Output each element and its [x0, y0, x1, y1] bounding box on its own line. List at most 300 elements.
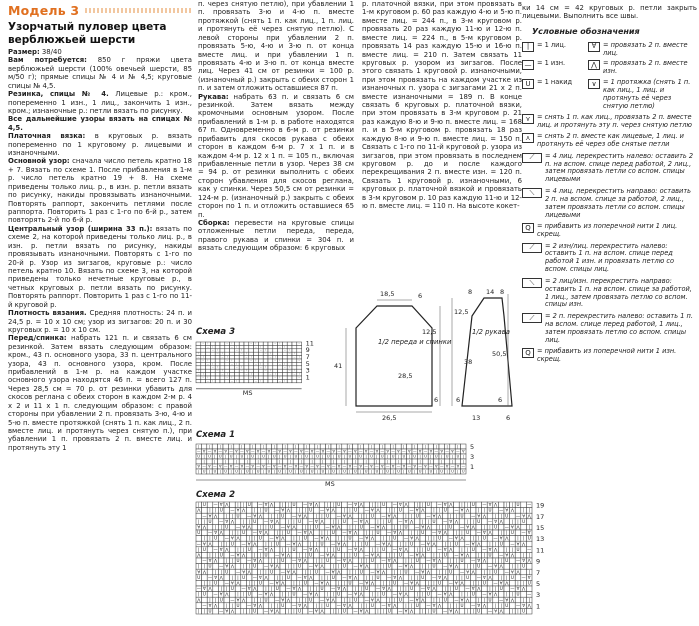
chart-cell — [423, 459, 428, 464]
chart-cell — [358, 459, 363, 464]
chart-symbol: U — [337, 591, 341, 597]
chart-symbol: U — [213, 469, 217, 474]
chart-symbol: ∀ — [283, 464, 287, 469]
chart-symbol: | — [250, 356, 252, 359]
section-heading: Рукава: — [198, 92, 229, 101]
chart-cell — [309, 444, 314, 449]
model-number: Модель 3 — [8, 3, 192, 18]
column-4 — [522, 0, 697, 368]
chart-symbol: — — [426, 558, 431, 564]
spec-text: Средняя плотность: 24 п. и 24,5 р. = 10 х 10 см; узор из зигзагов: 20 п. и 30 круговых р. = 10 х 10 см. — [8, 309, 192, 334]
chart-symbol: — — [213, 464, 217, 469]
chart-symbol: — — [223, 464, 228, 469]
chart-symbol: — — [264, 353, 267, 356]
chart-cell — [412, 459, 417, 464]
dim-front-width: 26,5 — [382, 414, 397, 422]
chart-symbol: — — [459, 569, 465, 575]
chart-cell — [396, 444, 401, 449]
chart-symbol: ∀ — [516, 586, 520, 592]
chart-symbol: U — [482, 535, 486, 541]
chart-symbol: — — [364, 597, 369, 603]
chart-symbol: ∀ — [413, 464, 416, 469]
chart-symbol: | — [424, 469, 427, 474]
chart-symbol: — — [398, 518, 403, 524]
chart-cell — [231, 342, 239, 345]
chart-symbol: — — [326, 449, 331, 454]
chart-symbol: ⋀ — [488, 574, 492, 580]
chart-symbol: | — [270, 586, 273, 592]
chart-symbol: | — [405, 586, 407, 592]
chart-symbol: | — [528, 569, 530, 575]
chart-symbol: ∀ — [398, 546, 402, 552]
chart-symbol: U — [202, 469, 206, 474]
row-number: 3 — [536, 591, 541, 600]
chart-symbol: — — [387, 574, 392, 580]
legend-title: Условные обозначения — [532, 26, 640, 36]
chart-symbol: ⋀ — [359, 591, 363, 597]
legend-item — [522, 313, 697, 345]
chart-symbol: | — [438, 552, 441, 558]
chart-symbol: — — [303, 502, 308, 508]
chart-symbol: ⋀ — [213, 558, 218, 564]
chart-cell — [254, 352, 259, 355]
chart-symbol: ∀ — [314, 563, 318, 569]
chart-cell — [292, 342, 297, 345]
chart-symbol: — — [234, 464, 239, 469]
chart-symbol: ⋀ — [253, 541, 257, 547]
chart-symbol: U — [247, 546, 251, 552]
chart-symbol: ∀ — [387, 513, 391, 519]
chart-symbol: | — [388, 535, 390, 541]
chart-symbol: | — [528, 597, 530, 603]
chart-symbol: | — [293, 580, 295, 586]
chart-symbol: — — [226, 342, 229, 345]
chart-cell — [206, 352, 211, 355]
chart-symbol: | — [394, 597, 396, 603]
chart-symbol: | — [517, 518, 519, 524]
chart-symbol: — — [431, 574, 437, 580]
chart-symbol: | — [370, 444, 373, 449]
chart-cell — [234, 366, 239, 372]
chart-symbol: U — [286, 574, 290, 580]
chart-cell — [245, 444, 250, 449]
chart-symbol: — — [434, 449, 439, 454]
legend-text: = 4 лиц. перекрестить налево: оставить 2 п. на вспом. спице перед работой, 2 лиц., затем провязать петли со вспом. спицы лицевыми — [545, 151, 694, 184]
chart-symbol: | — [349, 444, 351, 449]
chart-cell — [220, 379, 225, 382]
chart-symbol: | — [382, 563, 385, 569]
chart-symbol: ∀ — [309, 591, 313, 597]
chart-symbol: ∀ — [443, 546, 447, 552]
chart-symbol: ∀ — [527, 530, 531, 536]
chart-symbol: | — [282, 502, 284, 508]
chart-symbol: | — [208, 469, 211, 474]
chart-symbol: U — [292, 502, 296, 508]
chart-symbol: | — [327, 444, 329, 449]
chart-symbol: | — [450, 602, 452, 608]
chart-symbol: — — [221, 356, 224, 359]
chart-symbol: U — [387, 608, 391, 614]
chart-cell — [292, 349, 297, 352]
chart-cell — [287, 356, 292, 359]
chart-symbol: | — [349, 552, 351, 558]
chart-cell — [255, 359, 263, 362]
chart-symbol: | — [444, 586, 446, 592]
chart-symbol: ⋀ — [482, 602, 487, 608]
chart-symbol: — — [423, 449, 428, 454]
chart-symbol: | — [366, 574, 368, 580]
chart-symbol: ∀ — [258, 574, 262, 580]
row-number: 17 — [536, 512, 545, 521]
spec-heading: Резинка, спицы № 4. — [8, 90, 109, 99]
chart-symbol: | — [214, 454, 216, 459]
chart-symbol: | — [289, 454, 292, 459]
chart-symbol: U — [310, 469, 314, 474]
chart-symbol: ∀ — [326, 597, 330, 603]
chart-symbol: — — [250, 342, 253, 345]
chart-symbol: ∀ — [314, 518, 318, 524]
chart-symbol: — — [241, 586, 246, 592]
chart-cell — [215, 379, 220, 382]
chart-symbol: | — [260, 380, 262, 383]
chart-symbol: | — [450, 541, 452, 547]
chart-symbol: U — [386, 469, 389, 474]
chart-symbol: ∀ — [438, 530, 442, 536]
chart-cell — [370, 608, 379, 614]
chart-symbol: U — [370, 602, 374, 608]
chart-symbol: | — [444, 569, 446, 575]
chart-cell — [287, 359, 292, 362]
chart-symbol: — — [241, 541, 246, 547]
chart-symbol: | — [293, 563, 295, 569]
chart-symbol: | — [202, 373, 204, 376]
chart-symbol: — — [297, 530, 302, 536]
chart-symbol: — — [471, 602, 476, 608]
chart-symbol: ∀ — [477, 602, 481, 608]
chart-symbol: | — [260, 346, 262, 349]
chart-symbol: | — [433, 580, 435, 586]
chart-symbol: ⋀ — [404, 502, 408, 508]
chart-symbol: ⋀ — [314, 546, 319, 552]
chart-symbol: U — [275, 586, 279, 592]
chart-symbol: U — [370, 454, 373, 459]
chart-symbol: | — [517, 580, 519, 586]
chart-symbol: U — [197, 454, 200, 459]
chart-symbol: ⋀ — [454, 518, 459, 524]
chart-cell — [282, 373, 287, 376]
chart-cell — [196, 345, 201, 348]
chart-symbol: | — [461, 502, 463, 508]
chart-symbol: — — [304, 449, 309, 454]
chart-symbol: | — [241, 444, 243, 449]
chart-symbol: | — [310, 524, 312, 530]
chart-symbol: | — [382, 518, 385, 524]
chart-cell — [223, 444, 228, 449]
chart-symbol: ∀ — [393, 530, 397, 536]
chart-symbol: | — [354, 459, 356, 464]
chart-symbol: ⋀ — [499, 608, 503, 614]
chart-symbol: | — [310, 541, 312, 547]
chart-symbol: U — [309, 507, 313, 513]
chart-symbol: U — [208, 608, 212, 614]
chart-symbol: — — [482, 591, 487, 597]
chart-symbol: | — [225, 459, 227, 464]
chart-symbol: | — [419, 459, 421, 464]
chart-symbol: | — [422, 502, 424, 508]
chart-symbol: | — [451, 454, 454, 459]
chart-symbol: U — [326, 513, 330, 519]
chart-symbol: U — [320, 586, 324, 592]
chart-symbol: ⋀ — [482, 513, 487, 519]
chart-cell — [278, 369, 283, 372]
chart-cell — [450, 444, 455, 449]
chart-symbol: U — [364, 469, 368, 474]
chart-symbol: | — [203, 563, 206, 569]
chart-symbol: | — [466, 518, 469, 524]
spec-heading: Размер: — [8, 48, 40, 56]
chart-symbol: U — [494, 524, 498, 530]
chart-symbol: U — [370, 558, 374, 564]
chart-symbol: | — [343, 507, 346, 513]
chart-symbol: ∀ — [348, 574, 352, 580]
chart-symbol: ∀ — [294, 464, 298, 469]
chart-symbol: — — [264, 370, 267, 373]
chart-cell — [235, 608, 241, 614]
chart-cell — [287, 379, 292, 382]
chart-symbol: | — [279, 359, 281, 362]
chart-symbol: U — [505, 513, 509, 519]
chart-symbol: ⋀ — [225, 502, 229, 508]
chart-symbol: U — [281, 602, 285, 608]
chart-symbol: | — [494, 513, 497, 519]
chart-symbol: ⋀ — [426, 569, 431, 575]
chart-cell — [304, 459, 309, 464]
chart-symbol: — — [294, 449, 298, 454]
chart-symbol: | — [326, 546, 329, 552]
chart-cell — [315, 459, 320, 464]
chart-symbol: — — [293, 373, 296, 376]
chart-symbol: ∀ — [376, 569, 380, 575]
chart-symbol: U — [314, 524, 318, 530]
chart-symbol: U — [466, 530, 470, 536]
chart-symbol: — — [476, 530, 481, 536]
chart-symbol: | — [315, 541, 318, 547]
chart-symbol: — — [219, 608, 224, 614]
chart-symbol: — — [504, 569, 509, 575]
legend-symbol-icon: — — [522, 60, 534, 70]
chart-cell — [206, 356, 211, 359]
chart-symbol: | — [444, 524, 446, 530]
chart-symbol: | — [265, 366, 266, 369]
chart-symbol: — — [272, 449, 277, 454]
chart-symbol: — — [443, 563, 448, 569]
chart-symbol: | — [276, 513, 278, 519]
chart-symbol: — — [392, 591, 397, 597]
chart-symbol: | — [472, 580, 474, 586]
chart-symbol: U — [402, 454, 406, 459]
chart-symbol: — — [279, 380, 281, 383]
chart-symbol: | — [433, 597, 435, 603]
chart-symbol: | — [422, 608, 424, 614]
chart-symbol: | — [231, 359, 233, 362]
chart-symbol: | — [315, 513, 318, 519]
chart-symbol: | — [360, 586, 362, 592]
chart-symbol: ⋀ — [404, 546, 408, 552]
chart-symbol: — — [471, 513, 476, 519]
chart-symbol: | — [506, 591, 508, 597]
legend-symbol-icon: ⋏ — [522, 133, 534, 143]
spec-heading: Платочная вязка: — [8, 132, 86, 141]
chart-cell — [234, 373, 239, 376]
chart-symbol: — — [211, 366, 214, 369]
chart-symbol: U — [225, 569, 229, 575]
chart-symbol: ⋀ — [269, 591, 274, 597]
chart-cell — [342, 444, 347, 449]
chart-cell — [207, 342, 215, 345]
chart-symbol: U — [281, 558, 285, 564]
chart-symbol: — — [398, 563, 403, 569]
chart-symbol: U — [488, 507, 492, 513]
chart-symbol: | — [236, 363, 238, 366]
chart-symbol: | — [399, 541, 402, 547]
chart-symbol: U — [408, 469, 411, 474]
row-number: 1 — [536, 602, 541, 611]
chart-cell — [213, 608, 219, 614]
row-number: 3 — [305, 366, 310, 375]
chart-symbol: ∀ — [393, 574, 397, 580]
chart-symbol: U — [224, 469, 227, 474]
chart-symbol: | — [304, 569, 306, 575]
chart-cell — [263, 359, 268, 362]
chart-cell — [215, 356, 220, 359]
chart-cell — [297, 366, 302, 369]
chart-cell — [220, 366, 225, 369]
chart-cell — [272, 459, 277, 464]
legend-symbol-icon: ⟍ — [522, 188, 542, 198]
chart-symbol: | — [300, 459, 302, 464]
legend-item — [522, 79, 582, 111]
chart-symbol: — — [202, 359, 205, 362]
chart-symbol: | — [293, 535, 295, 541]
chart-cell — [369, 459, 374, 464]
chart-symbol: — — [385, 464, 390, 469]
chart-symbol: ⋀ — [292, 524, 296, 530]
chart-cell — [261, 459, 266, 464]
chart-cell — [268, 356, 273, 362]
chart-cell — [292, 356, 297, 362]
chart-symbol: | — [304, 552, 306, 558]
schema2-title: Схема 2 — [196, 490, 236, 500]
spec-paragraph — [8, 132, 192, 157]
chart-symbol: — — [342, 574, 347, 580]
chart-symbol: | — [203, 454, 205, 459]
chart-symbol: | — [511, 563, 514, 569]
chart-symbol: U — [202, 502, 206, 508]
chart-cell — [239, 379, 244, 382]
chart-symbol: ∀ — [466, 569, 470, 575]
chart-symbol: ⋀ — [331, 507, 335, 513]
chart-cell — [220, 349, 225, 352]
chart-symbol: U — [435, 454, 438, 459]
chart-symbol: | — [494, 602, 497, 608]
chart-cell — [249, 359, 254, 365]
chart-symbol: | — [370, 469, 373, 474]
chart-symbol: ⋀ — [314, 591, 319, 597]
chart-symbol: ⋀ — [258, 513, 263, 519]
chart-symbol: ⋀ — [521, 586, 526, 592]
chart-symbol: ⋀ — [197, 597, 201, 603]
chart-symbol: U — [359, 454, 362, 459]
chart-symbol: ∀ — [445, 464, 449, 469]
chart-symbol: | — [427, 608, 430, 614]
chart-cell — [230, 349, 235, 352]
chart-cell — [258, 366, 263, 372]
finish-text: ки 14 см = 42 круговых р. петли закрыть лицевыми. Выполнить все швы. — [522, 4, 697, 21]
ms-label: MS — [325, 480, 335, 488]
chart-symbol: | — [321, 558, 323, 564]
chart-symbol: U — [505, 602, 509, 608]
chart-symbol: | — [236, 380, 238, 383]
chart-symbol: — — [347, 591, 353, 597]
chart-symbol: U — [283, 454, 287, 459]
chart-symbol: U — [426, 502, 430, 508]
chart-cell — [239, 459, 244, 464]
chart-symbol: | — [209, 507, 211, 513]
chart-symbol: — — [499, 597, 504, 603]
chart-symbol: U — [337, 546, 341, 552]
schema3-title: Схема 3 — [196, 327, 236, 337]
chart-symbol: | — [231, 342, 233, 345]
chart-symbol: | — [259, 524, 262, 530]
chart-symbol: | — [254, 552, 256, 558]
chart-symbol: | — [326, 530, 329, 536]
chart-symbol: U — [471, 591, 475, 597]
chart-symbol: U — [214, 535, 218, 541]
chart-symbol: U — [348, 535, 352, 541]
chart-symbol: | — [255, 359, 257, 362]
chart-symbol: | — [433, 535, 435, 541]
chart-symbol: U — [462, 469, 465, 474]
chart-symbol: — — [202, 342, 205, 345]
legend-item — [522, 243, 697, 275]
chart-symbol: — — [252, 574, 257, 580]
chart-symbol: | — [338, 608, 340, 614]
chart-symbol: — — [258, 546, 263, 552]
chart-cell — [504, 608, 510, 614]
dim-sleeve-body: 38 — [464, 358, 473, 366]
chart-symbol: — — [359, 580, 364, 586]
chart-symbol: — — [196, 586, 201, 592]
chart-cell — [325, 608, 331, 614]
chart-symbol: U — [471, 546, 475, 552]
chart-symbol: ∀ — [264, 546, 268, 552]
chart-symbol: U — [370, 513, 374, 519]
chart-cell — [225, 352, 230, 355]
chart-symbol: — — [353, 518, 358, 524]
chart-symbol: | — [403, 469, 405, 474]
chart-symbol: U — [197, 530, 201, 536]
chart-symbol: | — [360, 541, 362, 547]
chart-symbol: — — [493, 535, 498, 541]
ms-label: MS — [242, 388, 253, 397]
chart-cell — [347, 459, 352, 464]
chart-symbol: ∀ — [354, 502, 358, 508]
chart-symbol: ∀ — [421, 569, 425, 575]
chart-cell — [268, 373, 273, 379]
chart-symbol: | — [217, 349, 218, 352]
chart-symbol: | — [306, 469, 308, 474]
chart-symbol: ⋀ — [241, 552, 246, 558]
